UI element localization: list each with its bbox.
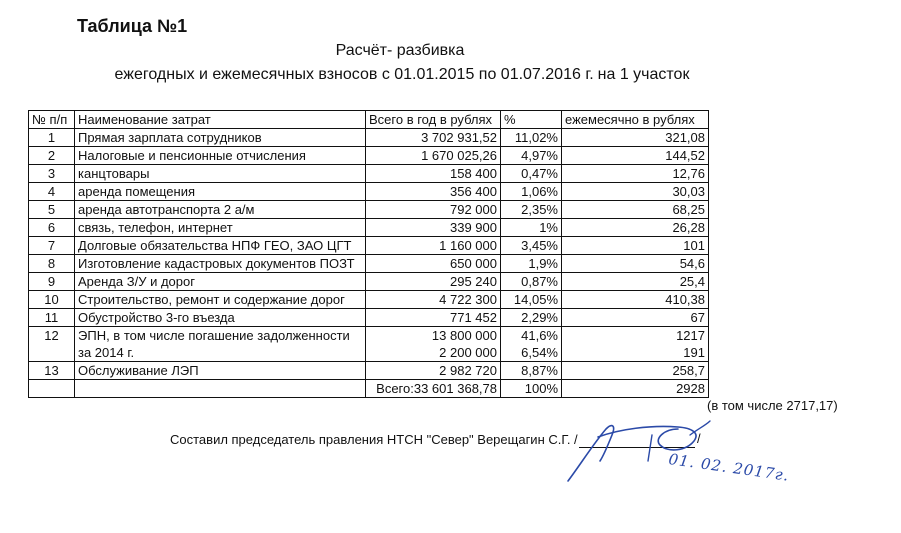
cell-name-line2: за 2014 г. xyxy=(78,345,135,360)
cell-name-empty xyxy=(75,380,366,398)
total-year: Всего:33 601 368,78 xyxy=(366,380,501,398)
cell-year: 356 400 xyxy=(366,183,501,201)
table-row xyxy=(29,129,709,147)
cell-month: 258,7 xyxy=(562,362,709,380)
cell-num: 9 xyxy=(29,273,75,291)
table-row xyxy=(29,362,709,380)
cell-pct-line1: 41,6% xyxy=(521,328,558,343)
col-header-num: № п/п xyxy=(29,111,75,129)
cell-pct xyxy=(501,327,562,362)
document-period xyxy=(0,66,800,84)
cell-num: 7 xyxy=(29,237,75,255)
cell-name: Обустройство 3-го въезда xyxy=(75,309,366,327)
cell-pct: 11,02% xyxy=(501,129,562,147)
cell-num: 1 xyxy=(29,129,75,147)
cell-pct: 1,9% xyxy=(501,255,562,273)
cell-name: связь, телефон, интернет xyxy=(75,219,366,237)
cell-year: 1 160 000 xyxy=(366,237,501,255)
table-row xyxy=(29,201,709,219)
total-month: 2928 xyxy=(562,380,709,398)
cell-month: 54,6 xyxy=(562,255,709,273)
cell-year: 4 722 300 xyxy=(366,291,501,309)
cell-num: 11 xyxy=(29,309,75,327)
cell-name: канцтовары xyxy=(75,165,366,183)
cell-name xyxy=(75,327,366,362)
cell-name: Долговые обязательства НПФ ГЕО, ЗАО ЦГТ xyxy=(75,237,366,255)
table-row xyxy=(29,237,709,255)
cell-pct: 8,87% xyxy=(501,362,562,380)
cell-pct: 2,29% xyxy=(501,309,562,327)
col-header-pct: % xyxy=(501,111,562,129)
cell-month: 144,52 xyxy=(562,147,709,165)
col-header-name: Наименование затрат xyxy=(75,111,366,129)
cell-month: 321,08 xyxy=(562,129,709,147)
cell-month: 25,4 xyxy=(562,273,709,291)
col-header-year: Всего в год в рублях xyxy=(366,111,501,129)
cell-pct: 0,87% xyxy=(501,273,562,291)
cell-month-line1: 1217 xyxy=(676,328,705,343)
cell-pct: 3,45% xyxy=(501,237,562,255)
table-row xyxy=(29,309,709,327)
cell-num: 6 xyxy=(29,219,75,237)
cell-pct-line2: 6,54% xyxy=(521,345,558,360)
cell-pct: 0,47% xyxy=(501,165,562,183)
total-pct: 100% xyxy=(501,380,562,398)
cell-name: Строительство, ремонт и содержание дорог xyxy=(75,291,366,309)
cell-month-line2: 191 xyxy=(683,345,705,360)
cell-month xyxy=(562,327,709,362)
cell-year: 792 000 xyxy=(366,201,501,219)
cell-name: Обслуживание ЛЭП xyxy=(75,362,366,380)
cell-name: Аренда З/У и дорог xyxy=(75,273,366,291)
table-row xyxy=(29,291,709,309)
total-note: (в том числе 2717,17) xyxy=(707,398,838,413)
cell-pct: 1,06% xyxy=(501,183,562,201)
cell-num: 4 xyxy=(29,183,75,201)
compiled-by: Составил председатель правления НТСН "Север" Верещагин С.Г. / xyxy=(170,432,578,447)
cell-month: 67 xyxy=(562,309,709,327)
table-header-row xyxy=(29,111,709,129)
table-row xyxy=(29,183,709,201)
cell-pct: 4,97% xyxy=(501,147,562,165)
cell-year: 339 900 xyxy=(366,219,501,237)
cell-name: Изготовление кадастровых документов ПОЗТ xyxy=(75,255,366,273)
col-header-month: ежемесячно в рублях xyxy=(562,111,709,129)
cell-year: 158 400 xyxy=(366,165,501,183)
cell-year: 771 452 xyxy=(366,309,501,327)
cell-num: 10 xyxy=(29,291,75,309)
cell-pct: 1% xyxy=(501,219,562,237)
handwritten-date: 01. 02. 2017г. xyxy=(667,450,791,485)
table-total-row xyxy=(29,380,709,398)
cell-year-line1: 13 800 000 xyxy=(431,328,497,343)
table-row xyxy=(29,147,709,165)
cell-month: 101 xyxy=(562,237,709,255)
cell-num: 8 xyxy=(29,255,75,273)
cell-name-line1: ЭПН, в том числе погашение задолженности xyxy=(78,328,350,343)
table-row xyxy=(29,165,709,183)
table-row xyxy=(29,273,709,291)
cell-year: 1 670 025,26 xyxy=(366,147,501,165)
cell-year: 650 000 xyxy=(366,255,501,273)
cell-num: 2 xyxy=(29,147,75,165)
cell-month: 12,76 xyxy=(562,165,709,183)
cell-pct: 2,35% xyxy=(501,201,562,219)
cell-num: 12 xyxy=(29,327,75,362)
period-tail: на 1 участок xyxy=(597,66,690,83)
signature-slash: / xyxy=(697,431,701,446)
cell-name: Налоговые и пенсионные отчисления xyxy=(75,147,366,165)
cell-num: 13 xyxy=(29,362,75,380)
cell-num: 3 xyxy=(29,165,75,183)
cell-year xyxy=(366,327,501,362)
document-title: Таблица №1 xyxy=(77,16,188,36)
cell-month: 30,03 xyxy=(562,183,709,201)
document-subtitle: Расчёт- разбивка xyxy=(335,42,465,59)
cell-year: 295 240 xyxy=(366,273,501,291)
costs-table xyxy=(28,110,709,398)
cell-year-line2: 2 200 000 xyxy=(439,345,497,360)
table-row xyxy=(29,219,709,237)
cell-name: Прямая зарплата сотрудников xyxy=(75,129,366,147)
cell-num: 5 xyxy=(29,201,75,219)
cell-name: аренда автотранспорта 2 а/м xyxy=(75,201,366,219)
cell-num-empty xyxy=(29,380,75,398)
period-text: ежегодных и ежемесячных взносов с 01.01.2015 по 01.07.2016 г. xyxy=(114,66,594,83)
table-row xyxy=(29,255,709,273)
cell-year: 2 982 720 xyxy=(366,362,501,380)
cell-year: 3 702 931,52 xyxy=(366,129,501,147)
cell-pct: 14,05% xyxy=(501,291,562,309)
table-row-epn xyxy=(29,327,709,362)
cell-month: 26,28 xyxy=(562,219,709,237)
cell-name: аренда помещения xyxy=(75,183,366,201)
cell-month: 410,38 xyxy=(562,291,709,309)
cell-month: 68,25 xyxy=(562,201,709,219)
